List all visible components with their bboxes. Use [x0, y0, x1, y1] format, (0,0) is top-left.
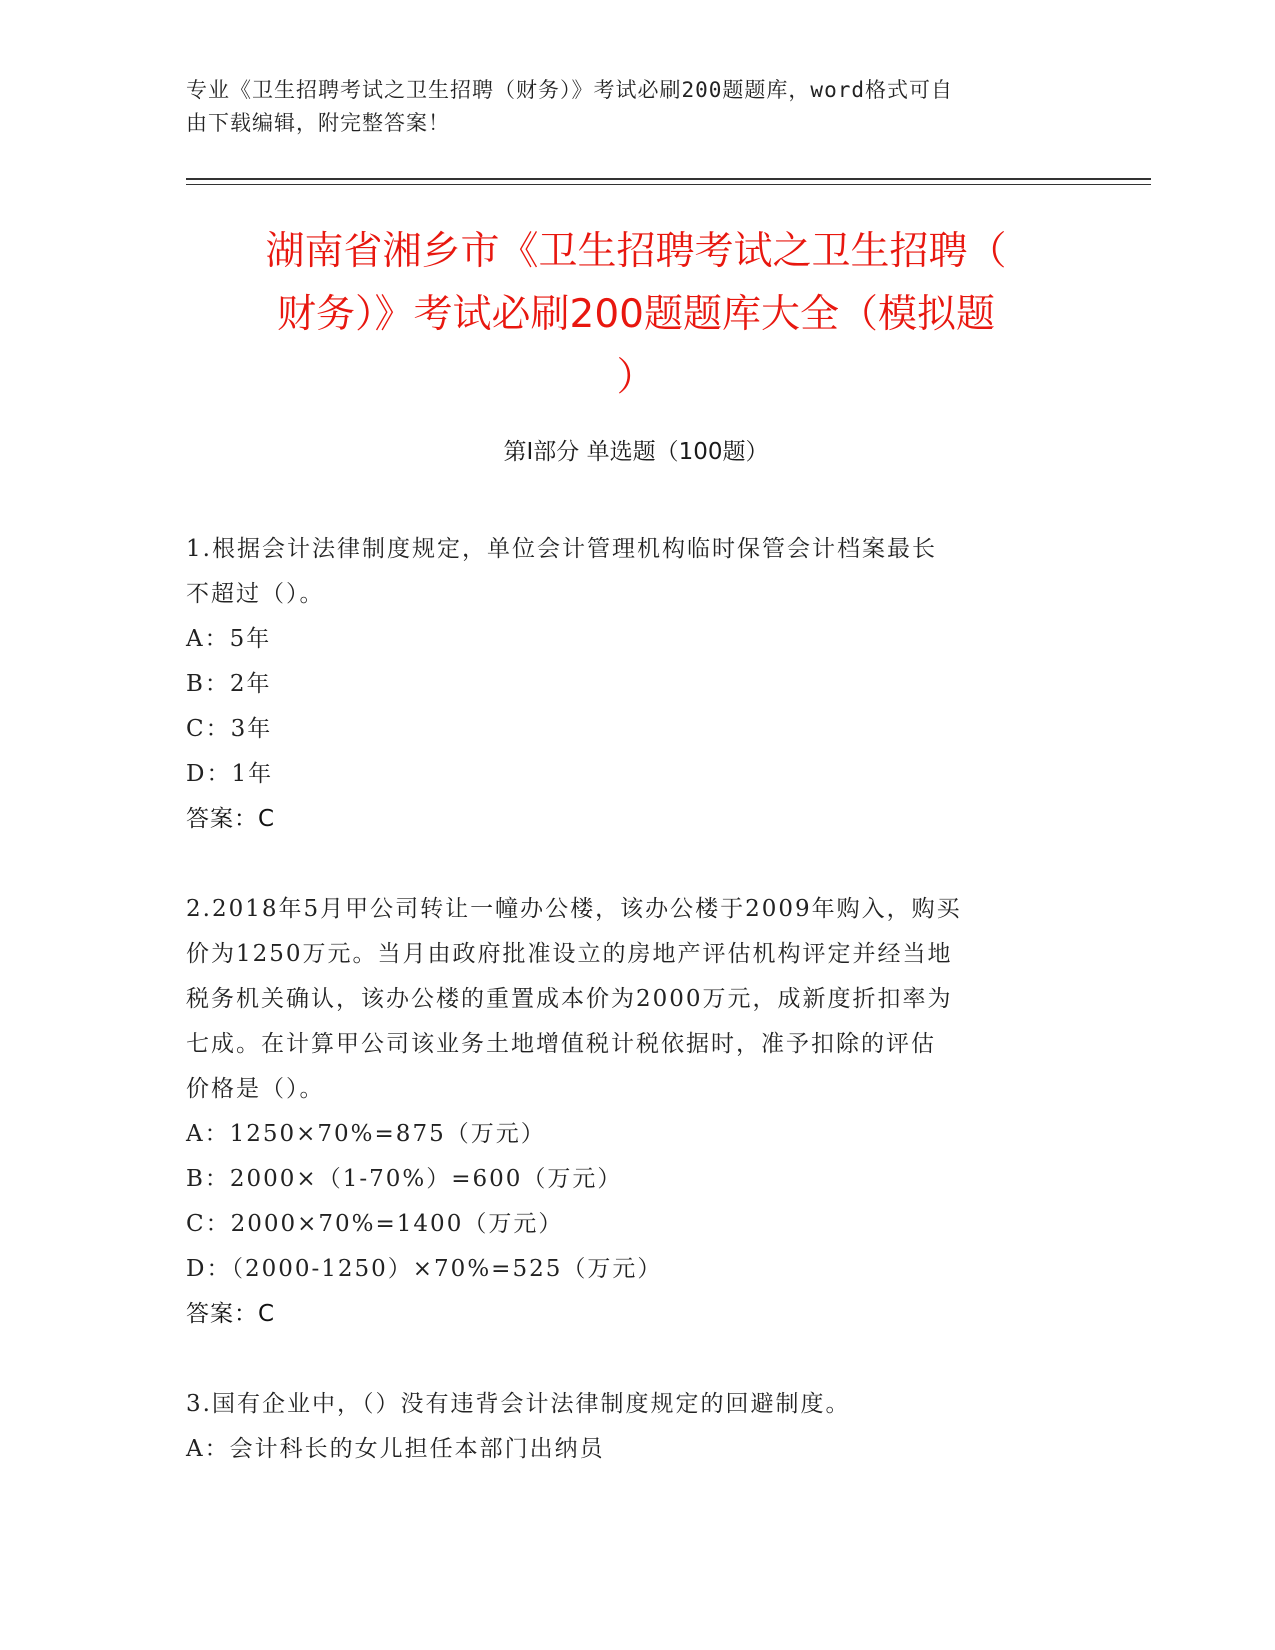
- question-item: [186, 1382, 1086, 1472]
- question-option: A：1250×70%=875（万元）: [186, 1121, 546, 1147]
- question-stem-line: 不超过（）。: [186, 581, 325, 607]
- question-option: B：2年: [186, 671, 272, 697]
- question-stem-line: 七成。在计算甲公司该业务土地增值税计税依据时，准予扣除的评估: [186, 1031, 936, 1057]
- question-stem-line: 价格是（）。: [186, 1076, 325, 1102]
- question-option: C：2000×70%=1400（万元）: [186, 1211, 564, 1237]
- question-option: A：会计科长的女儿担任本部门出纳员: [186, 1436, 605, 1462]
- header-note: [186, 74, 1066, 140]
- question-spacer: [186, 1337, 1086, 1382]
- question-stem-line: 3.国有企业中，（）没有违背会计法律制度规定的回避制度。: [186, 1391, 851, 1417]
- question-answer: 答案：C: [186, 806, 276, 832]
- title-line: 湖南省湘乡市《卫生招聘考试之卫生招聘（: [265, 229, 1007, 274]
- header-divider-thick: [186, 178, 1151, 180]
- section-heading: 第Ⅰ部分 单选题（100题）: [503, 439, 769, 465]
- question-item: [186, 527, 1086, 842]
- header-note-line: 专业《卫生招聘考试之卫生招聘（财务）》考试必刷200题题库，word格式可自: [186, 78, 953, 102]
- header-divider-thin: [186, 184, 1151, 185]
- question-option: D：1年: [186, 761, 274, 787]
- header-note-line: 由下载编辑，附完整答案！: [186, 111, 450, 135]
- question-option: B：2000×（1-70%）=600（万元）: [186, 1166, 623, 1192]
- question-item: [186, 887, 1086, 1337]
- question-stem-line: 1.根据会计法律制度规定，单位会计管理机构临时保管会计档案最长: [186, 536, 937, 562]
- document-title: [186, 220, 1086, 409]
- title-line: ）: [616, 355, 656, 400]
- question-stem-line: 价为1250万元。当月由政府批准设立的房地产评估机构评定并经当地: [186, 941, 953, 967]
- question-list: [186, 527, 1086, 1472]
- question-option: A：5年: [186, 626, 272, 652]
- question-answer: 答案：C: [186, 1301, 276, 1327]
- question-option: C：3年: [186, 716, 273, 742]
- question-spacer: [186, 842, 1086, 887]
- question-stem-line: 税务机关确认，该办公楼的重置成本价为2000万元，成新度折扣率为: [186, 986, 953, 1012]
- question-stem-line: 2.2018年5月甲公司转让一幢办公楼，该办公楼于2009年购入，购买: [186, 896, 962, 922]
- title-line: 财务）》考试必刷200题题库大全（模拟题: [277, 292, 995, 337]
- question-option: D：（2000-1250）×70%=525（万元）: [186, 1256, 663, 1282]
